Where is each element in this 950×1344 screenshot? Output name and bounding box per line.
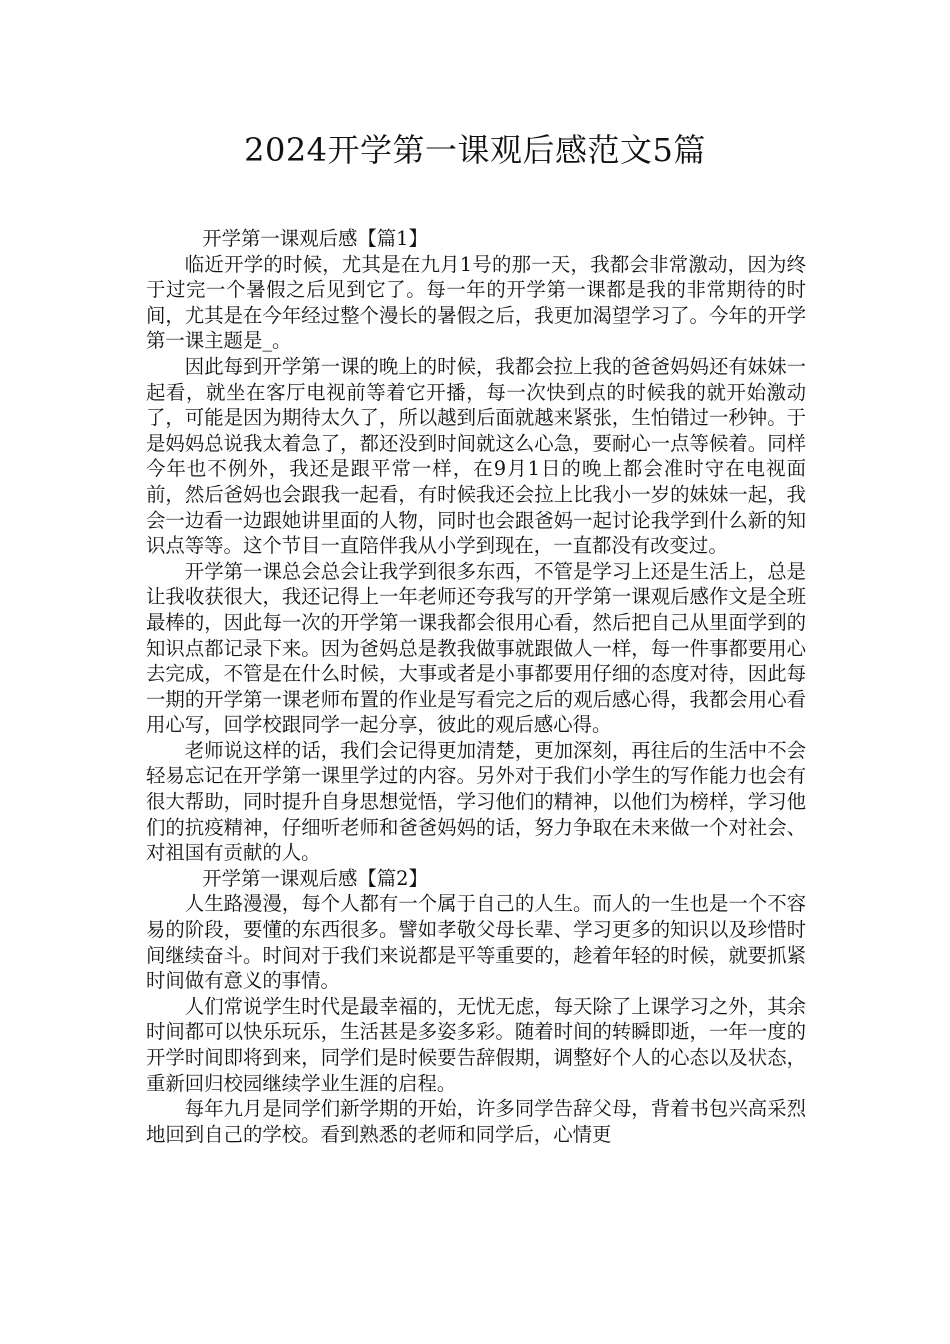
document-body xyxy=(146,226,806,1147)
section-heading-2: 开学第一课观后感【篇2】 xyxy=(202,866,428,890)
paragraph: 老师说这样的话，我们会记得更加清楚，更加深刻，再往后的生活中不会轻易忘记在开学第一课里学过的内容。另外对于我们小学生的写作能力也会有很大帮助，同时提升自身思想觉悟，学习他们的精神，以他们为榜样，学习他们的抗疫精神，仔细听老师和爸爸妈妈的话，努力争取在未来做一个对社会、对祖国有贡献的人。 xyxy=(146,738,806,865)
paragraph: 人们常说学生时代是最幸福的，无忧无虑，每天除了上课学习之外，其余时间都可以快乐玩乐，生活甚是多姿多彩。随着时间的转瞬即逝，一年一度的开学时间即将到来，同学们是时候要告辞假期，调整好个人的心态以及状态，重新回归校园继续学业生涯的启程。 xyxy=(146,994,806,1095)
document-title: 2024开学第一课观后感范文5篇 xyxy=(244,131,706,169)
paragraph: 开学第一课总会总会让我学到很多东西，不管是学习上还是生活上，总是让我收获很大，我还记得上一年老师还夸我写的开学第一课观后感作文是全班最棒的，因此每一次的开学第一课我都会很用心看，然后把自己从里面学到的知识点都记录下来。因为爸妈总是教我做事就跟做人一样，每一件事都要用心去完成，不管是在什么时候，大事或者是小事都要用仔细的态度对待，因此每一期的开学第一课老师布置的作业是写看完之后的观后感心得，我都会用心看用心写，回学校跟同学一起分享，彼此的观后感心得。 xyxy=(146,559,806,737)
paragraph: 临近开学的时候，尤其是在九月1号的那一天，我都会非常激动，因为终于过完一个暑假之后见到它了。每一年的开学第一课都是我的非常期待的时间，尤其是在今年经过整个漫长的暑假之后，我更加渴望学习了。今年的开学第一课主题是_。 xyxy=(146,252,806,353)
paragraph: 因此每到开学第一课的晚上的时候，我都会拉上我的爸爸妈妈还有妹妹一起看，就坐在客厅电视前等着它开播，每一次快到点的时候我的就开始激动了，可能是因为期待太久了，所以越到后面就越来紧张，生怕错过一秒钟。于是妈妈总说我太着急了，都还没到时间就这么心急，要耐心一点等候着。同样今年也不例外，我还是跟平常一样，在9月1日的晚上都会准时守在电视面前，然后爸妈也会跟我一起看，有时候我还会拉上比我小一岁的妹妹一起，我会一边看一边跟她讲里面的人物，同时也会跟爸妈一起讨论我学到什么新的知识点等等。这个节目一直陪伴我从小学到现在，一直都没有改变过。 xyxy=(146,354,806,558)
paragraph: 人生路漫漫，每个人都有一个属于自己的人生。而人的一生也是一个不容易的阶段，要懂的东西很多。譬如孝敬父母长辈、学习更多的知识以及珍惜时间继续奋斗。时间对于我们来说都是平等重要的，趁着年轻的时候，就要抓紧时间做有意义的事情。 xyxy=(146,892,806,993)
paragraph: 每年九月是同学们新学期的开始，许多同学告辞父母，背着书包兴高采烈地回到自己的学校。看到熟悉的老师和同学后，心情更 xyxy=(146,1097,806,1146)
section-heading-1: 开学第一课观后感【篇1】 xyxy=(202,227,428,250)
